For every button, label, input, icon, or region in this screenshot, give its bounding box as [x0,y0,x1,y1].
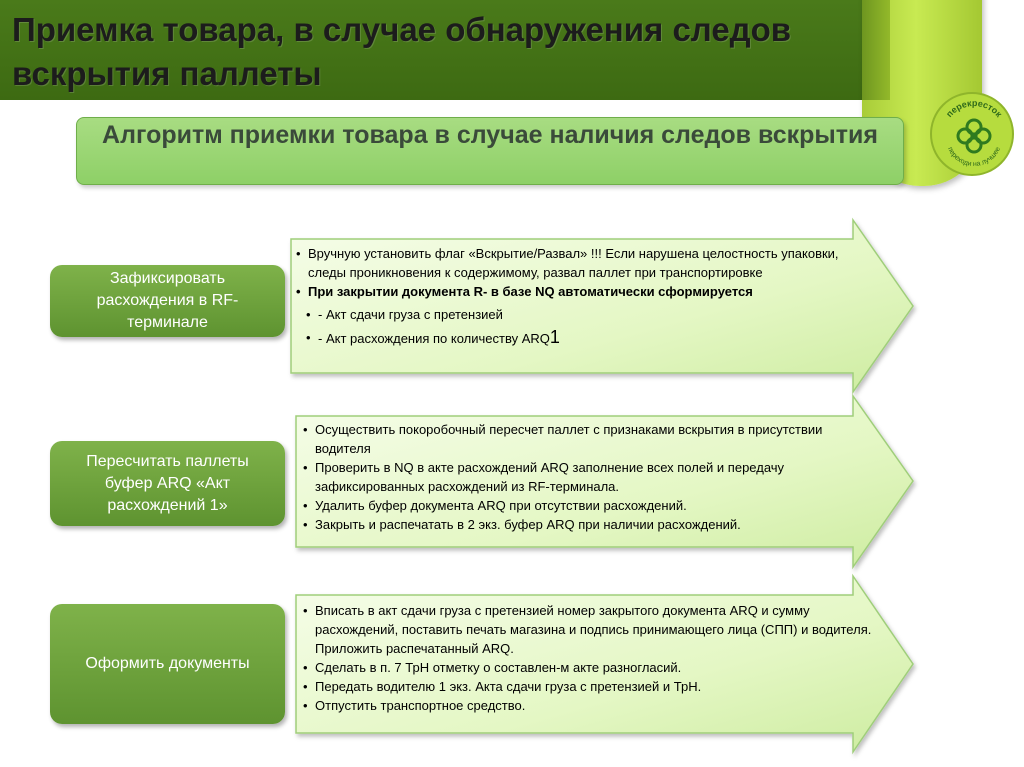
step-3-item: • Вписать в акт сдачи груза с претензией номер закрытого документа ARQ и сумму расхождений, поставить печать магазина и подпись принимающего лица (СПП) и водителя. Приложить распечатанный ARQ. [303,601,893,658]
logo-brand-text: перекресток [944,97,1004,120]
step-2-details [303,420,863,534]
step-1-item: • Вручную установить флаг «Вскрытие/Развал» !!! Если нарушена целостность упаковки, следы проникновения к содержимому, развал паллет при транспортировке [296,244,856,282]
step-2-item: • Закрыть и распечатать в 2 экз. буфер ARQ при наличии расхождений. [303,515,863,534]
step-3-item: • Сделать в п. 7 ТрН отметку о составлен-м акте разногласий. [303,658,893,677]
step-1-subitem-text: - Акт расхождения по количеству ARQ [318,331,550,346]
step-2-item: • Проверить в NQ в акте расхождений ARQ заполнение всех полей и передачу зафиксированных расхождений из RF-терминала. [303,458,863,496]
step-1-subitem [296,328,856,348]
step-1-details [296,244,856,348]
step-3-details [303,601,893,715]
logo-tagline: переходи на лучшее [946,146,1002,169]
step-2-label: Пересчитать паллеты буфер ARQ «Акт расхождений 1» [50,441,285,526]
step-2-item: • Удалить буфер документа ARQ при отсутствии расхождений. [303,496,863,515]
step-2-item: • Осуществить покоробочный пересчет паллет с признаками вскрытия в присутствии водителя [303,420,863,458]
step-1-subitem: • - Акт сдачи груза с претензией [296,305,856,324]
algorithm-title: Алгоритм приемки товара в случае наличия следов вскрытия [102,121,878,149]
step-1-item: • При закрытии документа R- в базе NQ автоматически сформируется [296,282,856,301]
slide-title: Приемка товара, в случае обнаружения следов вскрытия паллеты [12,11,792,92]
step-3-item: • Передать водителю 1 экз. Акта сдачи груза с претензией и ТрН. [303,677,893,696]
step-1-subitem-suffix: 1 [549,327,560,347]
step-3-label: Оформить документы [50,604,285,724]
step-1-label: Зафиксировать расхождения в RF-терминале [50,265,285,337]
step-3-item: • Отпустить транспортное средство. [303,696,893,715]
